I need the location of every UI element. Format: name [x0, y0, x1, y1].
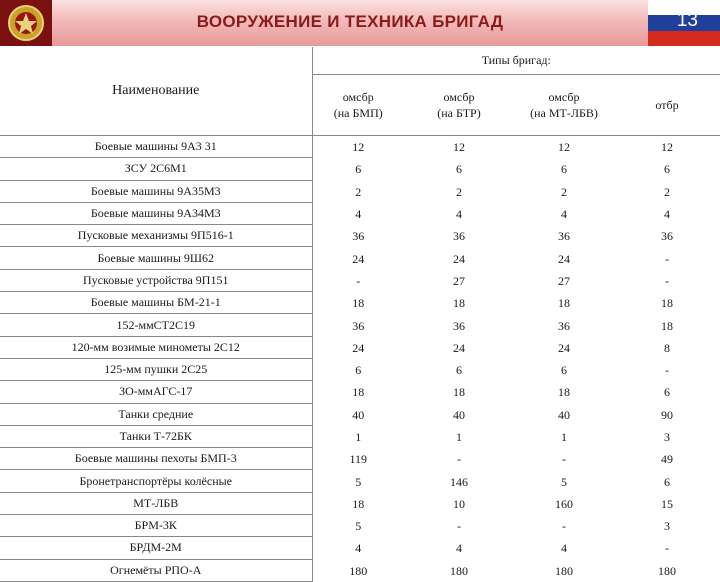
column-header-variant: (на МТ-ЛБВ): [530, 105, 598, 120]
row-value: 18: [661, 318, 674, 333]
row-value: 5: [355, 474, 362, 489]
weapons-table-container: [0, 47, 720, 578]
column-header-type: омсбр: [443, 89, 475, 104]
row-value: 18: [352, 496, 365, 511]
row-value: 36: [352, 318, 365, 333]
row-name: 152-ммСТ2С19: [0, 314, 312, 336]
row-value: 36: [453, 318, 465, 333]
table-row: [0, 358, 720, 380]
row-value: 146: [450, 474, 468, 489]
row-value: 6: [561, 363, 567, 378]
table-row: [0, 403, 720, 425]
row-value: -: [665, 273, 670, 288]
row-value: -: [457, 452, 461, 467]
column-header: [614, 74, 720, 135]
row-name: ЗО-ммАГС-17: [0, 381, 312, 403]
row-value: 27: [453, 273, 465, 288]
row-name: МТ-ЛБВ: [0, 492, 312, 514]
table-row: [0, 537, 720, 559]
row-value: 6: [355, 363, 362, 378]
row-value: 18: [352, 296, 365, 311]
table-row: [0, 470, 720, 492]
row-value: 24: [558, 251, 570, 266]
row-value: 180: [450, 563, 468, 578]
row-value: 1: [355, 430, 362, 444]
table-row: [0, 381, 720, 403]
row-value: 1: [456, 430, 462, 444]
row-value: -: [562, 519, 566, 534]
table-row: [0, 492, 720, 514]
row-value: 4: [664, 207, 671, 222]
row-value: 3: [664, 519, 671, 534]
column-header-variant: (на БТР): [437, 105, 481, 120]
row-value: 12: [453, 140, 465, 155]
row-value: 12: [558, 140, 570, 155]
row-name: Боевые машины 9А35М3: [0, 180, 312, 202]
weapons-table: [0, 47, 720, 582]
row-value: 40: [558, 407, 570, 422]
table-row: [0, 202, 720, 224]
table-row: [0, 135, 720, 158]
row-value: 18: [453, 296, 465, 311]
table-row: [0, 425, 720, 447]
row-value: 36: [661, 229, 674, 244]
row-value: -: [356, 273, 361, 288]
row-name: 120-мм возимые минометы 2С12: [0, 336, 312, 358]
row-value: 12: [352, 140, 365, 155]
row-value: 4: [355, 207, 362, 222]
row-value: 4: [456, 207, 462, 222]
table-row: [0, 448, 720, 470]
row-name: Танки средние: [0, 403, 312, 425]
row-value: 24: [352, 340, 365, 355]
table-row: [0, 247, 720, 269]
column-header-type: отбр: [655, 97, 679, 112]
row-value: 180: [349, 563, 368, 578]
row-value: 24: [453, 340, 465, 355]
row-value: 12: [661, 140, 674, 155]
row-value: 10: [453, 496, 465, 511]
row-name: 125-мм пушки 2С25: [0, 358, 312, 380]
row-value: 6: [561, 162, 567, 177]
row-value: 6: [456, 363, 462, 378]
row-name: ЗСУ 2С6М1: [0, 158, 312, 180]
row-value: 119: [349, 452, 368, 467]
row-value: 4: [355, 541, 362, 556]
row-value: 2: [456, 184, 462, 199]
row-value: -: [665, 541, 670, 556]
row-value: 40: [453, 407, 465, 422]
row-value: 18: [352, 385, 365, 400]
table-row: [0, 559, 720, 581]
column-header: [404, 74, 514, 135]
row-value: 36: [558, 318, 570, 333]
table-row: [0, 225, 720, 247]
row-name: Бронетранспортёры колёсные: [0, 470, 312, 492]
row-value: 4: [456, 541, 462, 556]
page-number: 13: [676, 10, 698, 31]
row-name: Боевые машины 9А3 31: [0, 135, 312, 158]
row-value: 4: [561, 541, 567, 556]
row-value: 2: [664, 184, 671, 199]
row-name: Боевые машины 9А34М3: [0, 202, 312, 224]
row-value: 5: [355, 519, 362, 534]
row-value: 18: [558, 296, 570, 311]
row-value: 90: [661, 407, 674, 422]
column-header: [312, 74, 404, 135]
row-value: 36: [453, 229, 465, 244]
row-value: 2: [355, 184, 362, 199]
column-header-type: омсбр: [342, 89, 374, 104]
row-value: 40: [352, 407, 365, 422]
row-value: 3: [664, 430, 671, 444]
row-value: 6: [664, 474, 671, 489]
row-value: 18: [661, 296, 674, 311]
column-header-type: омсбр: [548, 89, 580, 104]
row-value: 24: [558, 340, 570, 355]
row-value: 18: [558, 385, 570, 400]
types-header: Типы бригад:: [312, 47, 720, 74]
table-row: [0, 314, 720, 336]
row-name: БРМ-3К: [0, 515, 312, 537]
row-name: Пусковые механизмы 9П516-1: [0, 225, 312, 247]
row-name: Боевые машины пехоты БМП-3: [0, 448, 312, 470]
row-value: 36: [558, 229, 570, 244]
row-value: 5: [561, 474, 567, 489]
header-banner: [0, 0, 720, 46]
row-value: 24: [352, 251, 365, 266]
column-header-variant: (на БМП): [333, 105, 383, 120]
row-value: 8: [664, 340, 671, 355]
row-value: 18: [453, 385, 465, 400]
row-value: 6: [456, 162, 462, 177]
table-row: [0, 269, 720, 291]
row-value: -: [562, 452, 566, 467]
row-name: Огнемёты РПО-А: [0, 559, 312, 581]
row-value: 36: [352, 229, 365, 244]
table-row: [0, 336, 720, 358]
row-value: -: [665, 363, 670, 378]
table-row: [0, 292, 720, 314]
row-name: Боевые машины 9Ш62: [0, 247, 312, 269]
table-row: [0, 515, 720, 537]
row-name: БРДМ-2М: [0, 537, 312, 559]
row-value: 4: [561, 207, 567, 222]
name-column-header: Наименование: [0, 47, 312, 135]
table-row: [0, 158, 720, 180]
row-name: Танки Т-72БК: [0, 425, 312, 447]
row-value: 49: [661, 452, 674, 467]
row-value: 6: [664, 162, 671, 177]
row-value: 27: [558, 273, 570, 288]
row-value: 180: [555, 563, 573, 578]
row-value: 24: [453, 251, 465, 266]
row-value: 6: [664, 385, 671, 400]
page-title: ВООРУЖЕНИЕ И ТЕХНИКА БРИГАД: [196, 12, 504, 31]
column-header: [514, 74, 614, 135]
row-value: 6: [355, 162, 362, 177]
emblem-icon: [0, 0, 52, 46]
types-header-row: [0, 47, 720, 74]
row-value: 1: [561, 430, 567, 444]
row-value: 180: [658, 563, 677, 578]
row-value: 2: [561, 184, 567, 199]
row-value: -: [457, 519, 461, 534]
row-name: Боевые машины БМ-21-1: [0, 292, 312, 314]
row-name: Пусковые устройства 9П151: [0, 269, 312, 291]
row-value: 15: [661, 496, 674, 511]
table-row: [0, 180, 720, 202]
row-value: -: [665, 251, 670, 266]
row-value: 160: [555, 496, 573, 511]
